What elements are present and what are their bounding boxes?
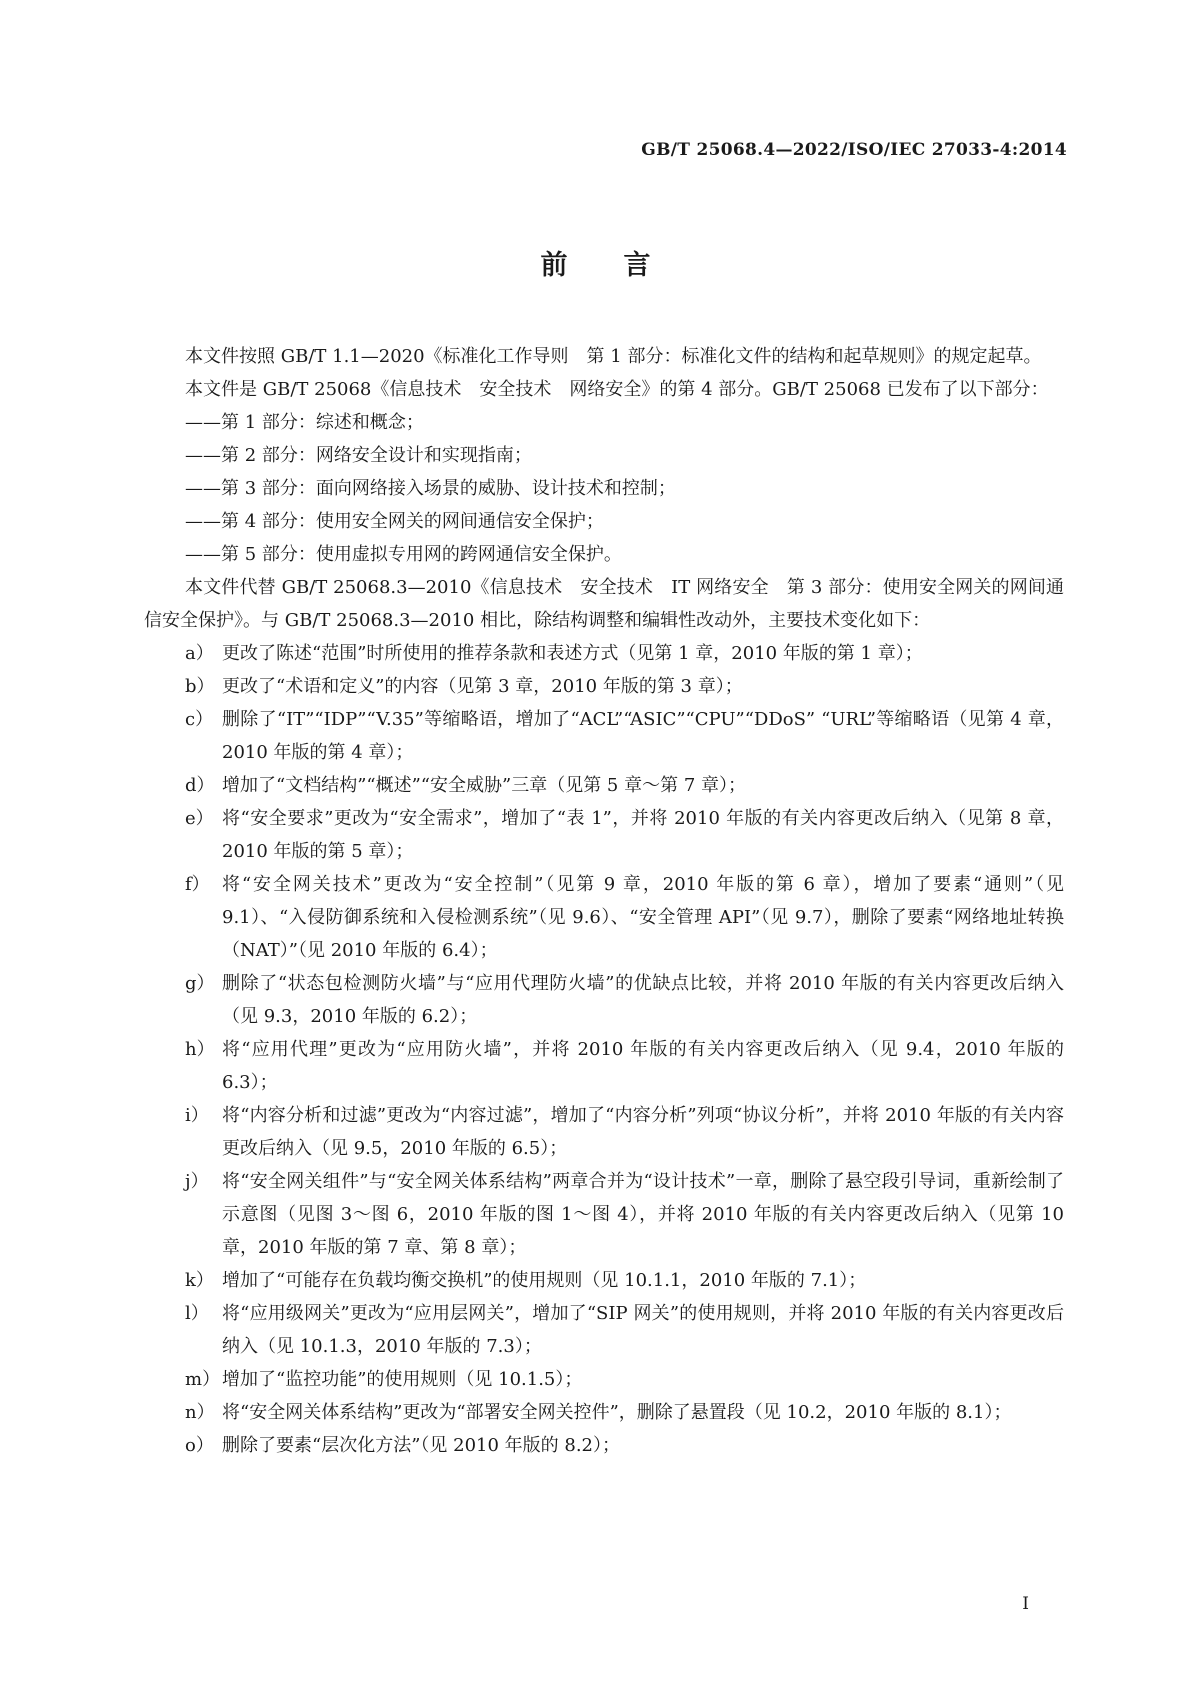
change-item — [144, 1297, 1064, 1363]
change-text: 将“内容分析和过滤”更改为“内容过滤”，增加了“内容分析”列项“协议分析”，并将 2010 年版的有关内容更改后纳入（见 9.5，2010 年版的 6.5）； — [222, 1105, 1064, 1159]
change-item — [144, 1396, 1064, 1429]
change-label: c） — [185, 709, 214, 730]
change-label: j） — [185, 1171, 209, 1192]
change-item — [144, 1099, 1064, 1165]
page-title: 前言 — [540, 250, 707, 281]
change-item — [144, 703, 1064, 769]
change-item — [144, 637, 1064, 670]
change-text: 将“应用级网关”更改为“应用层网关”，增加了“SIP 网关”的使用规则，并将 2010 年版的有关内容更改后纳入（见 10.1.3，2010 年版的 7.3）； — [222, 1303, 1064, 1357]
change-item — [144, 670, 1064, 703]
change-label: m） — [185, 1369, 221, 1390]
change-text: 将“安全要求”更改为“安全需求”，增加了“表 1”，并将 2010 年版的有关内容更改后纳入（见第 8 章，2010 年版的第 5 章）； — [222, 808, 1064, 862]
paragraph-series-info: 本文件是 GB/T 25068《信息技术 安全技术 网络安全》的第 4 部分。GB/T 25068 已发布了以下部分： — [185, 379, 1049, 400]
foreword-body — [144, 340, 1064, 1462]
change-text: 将“安全网关体系结构”更改为“部署安全网关控件”，删除了悬置段（见 10.2，2010 年版的 8.1）； — [222, 1402, 1012, 1423]
change-item — [144, 1264, 1064, 1297]
change-item — [144, 967, 1064, 1033]
change-label: i） — [185, 1105, 209, 1126]
change-label: o） — [185, 1435, 214, 1456]
change-text: 将“安全网关技术”更改为“安全控制”（见第 9 章，2010 年版的第 6 章），增加了要素“通则”（见 9.1）、“入侵防御系统和入侵检测系统”（见 9.6）、“安全管理 API”（见 9.7），删除了要素“网络地址转换（NAT）”（见 2010 年版的 6.4）； — [222, 874, 1064, 961]
change-text: 删除了“IT”“IDP”“V.35”等缩略语，增加了“ACL”“ASIC”“CPU”“DDoS” “URL”等缩略语（见第 4 章，2010 年版的第 4 章）； — [222, 709, 1064, 763]
change-label: d） — [185, 775, 215, 796]
change-item — [144, 868, 1064, 967]
change-text: 增加了“监控功能”的使用规则（见 10.1.5）； — [222, 1369, 583, 1390]
change-text: 将“应用代理”更改为“应用防火墙”，并将 2010 年版的有关内容更改后纳入（见 9.4，2010 年版的 6.3）； — [222, 1039, 1064, 1093]
change-item — [144, 1033, 1064, 1099]
document-code: GB/T 25068.4—2022/ISO/IEC 27033-4:2014 — [641, 140, 1067, 160]
change-text: 将“安全网关组件”与“安全网关体系结构”两章合并为“设计技术”一章，删除了悬空段引导词，重新绘制了示意图（见图 3～图 6，2010 年版的图 1～图 4），并将 2010 年版的有关内容更改后纳入（见第 10 章，2010 年版的第 7 章、第 8 章）； — [222, 1171, 1064, 1258]
change-label: l） — [185, 1303, 209, 1324]
change-text: 删除了“状态包检测防火墙”与“应用代理防火墙”的优缺点比较，并将 2010 年版的有关内容更改后纳入（见 9.3，2010 年版的 6.2）； — [222, 973, 1064, 1027]
change-item — [144, 1165, 1064, 1264]
change-label: k） — [185, 1270, 214, 1291]
change-label: b） — [185, 676, 215, 697]
part-list-item: ——第 4 部分：使用安全网关的网间通信安全保护； — [185, 511, 604, 532]
change-text: 更改了陈述“范围”时所使用的推荐条款和表述方式（见第 1 章，2010 年版的第 1 章）； — [222, 643, 923, 664]
change-text: 更改了“术语和定义”的内容（见第 3 章，2010 年版的第 3 章）； — [222, 676, 743, 697]
change-label: h） — [185, 1039, 215, 1060]
paragraph-replacement-info: 本文件代替 GB/T 25068.3—2010《信息技术 安全技术 IT 网络安全 第 3 部分：使用安全网关的网间通信安全保护》。与 GB/T 25068.3—2010 相比，除结构调整和编辑性改动外，主要技术变化如下： — [144, 577, 1064, 631]
change-label: a） — [185, 643, 214, 664]
change-text: 删除了要素“层次化方法”（见 2010 年版的 8.2）； — [222, 1435, 621, 1456]
part-list-item: ——第 3 部分：面向网络接入场景的威胁、设计技术和控制； — [185, 478, 676, 499]
technical-changes-list — [144, 637, 1064, 1462]
change-label: n） — [185, 1402, 215, 1423]
change-label: g） — [185, 973, 215, 994]
part-list-item: ——第 1 部分：综述和概念； — [185, 412, 424, 433]
change-item — [144, 802, 1064, 868]
change-label: f） — [185, 874, 210, 895]
paragraph-drafting-rules: 本文件按照 GB/T 1.1—2020《标准化工作导则 第 1 部分：标准化文件的结构和起草规则》的规定起草。 — [185, 346, 1042, 367]
change-label: e） — [185, 808, 214, 829]
change-text: 增加了“可能存在负载均衡交换机”的使用规则（见 10.1.1，2010 年版的 7.1）； — [222, 1270, 867, 1291]
change-item — [144, 1363, 1064, 1396]
part-list-item: ——第 5 部分：使用虚拟专用网的跨网通信安全保护。 — [185, 544, 622, 565]
change-text: 增加了“文档结构”“概述”“安全威胁”三章（见第 5 章～第 7 章）； — [222, 775, 747, 796]
page-number: I — [1022, 1594, 1029, 1614]
part-list-item: ——第 2 部分：网络安全设计和实现指南； — [185, 445, 532, 466]
change-item — [144, 1429, 1064, 1462]
change-item — [144, 769, 1064, 802]
